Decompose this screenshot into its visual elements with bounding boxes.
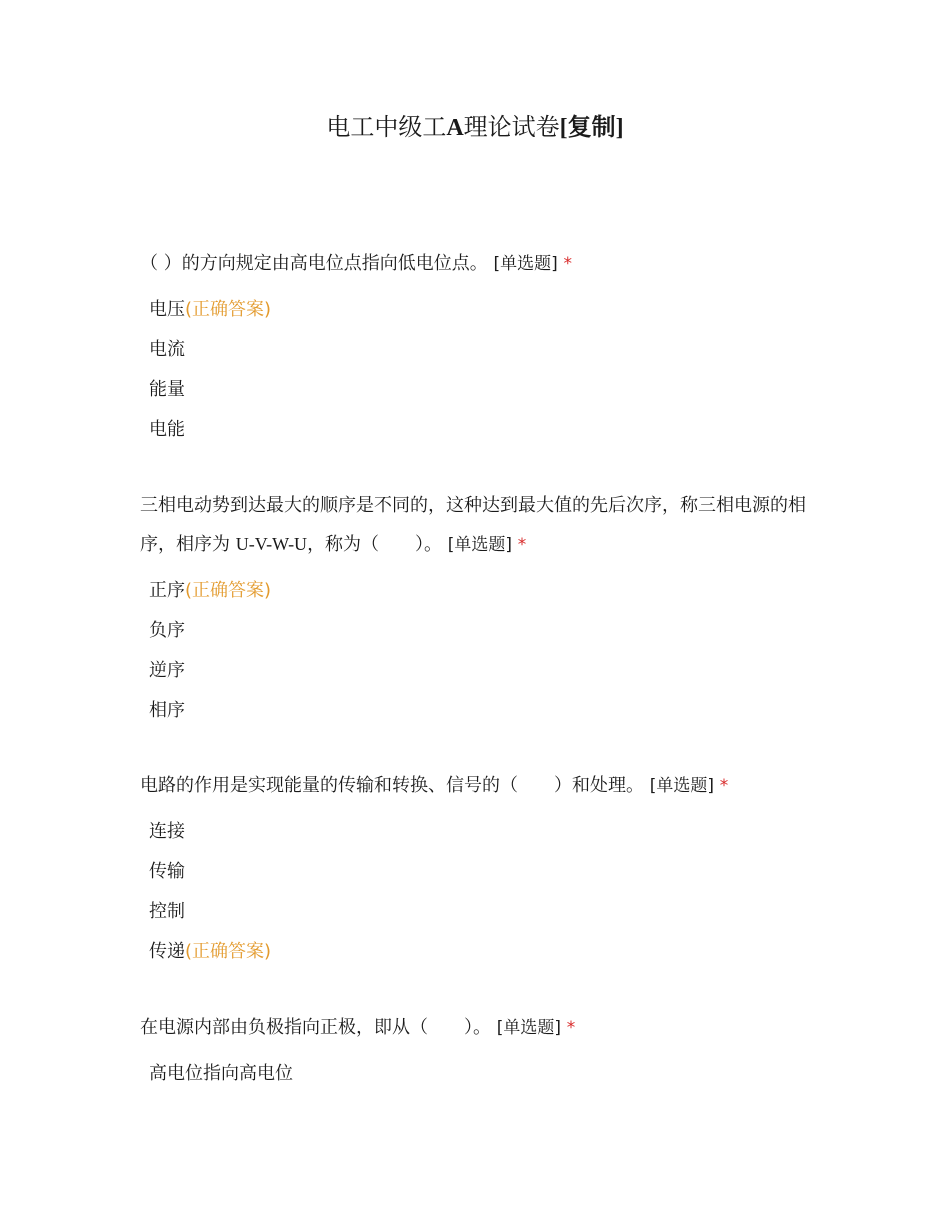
title-suffix: 理论试卷 bbox=[463, 113, 560, 141]
option-label: 电能 bbox=[149, 419, 185, 440]
question-2 bbox=[140, 486, 830, 731]
option[interactable] bbox=[149, 370, 830, 410]
question-1 bbox=[140, 244, 830, 450]
option-label: 高电位指向高电位 bbox=[149, 1063, 293, 1084]
option[interactable] bbox=[149, 651, 830, 691]
question-type: [单选题] bbox=[447, 535, 513, 555]
title-bold-letter: A bbox=[446, 115, 464, 141]
required-asterisk: * bbox=[563, 254, 572, 274]
option-list bbox=[140, 812, 830, 972]
option[interactable] bbox=[149, 1054, 830, 1094]
page-title bbox=[0, 110, 950, 145]
option-label: 正序 bbox=[149, 580, 185, 601]
option-label: 能量 bbox=[149, 379, 185, 400]
correct-answer-tag: (正确答案) bbox=[185, 580, 272, 601]
correct-answer-tag: (正确答案) bbox=[185, 941, 272, 962]
option[interactable] bbox=[149, 571, 830, 611]
option[interactable] bbox=[149, 691, 830, 731]
question-3 bbox=[140, 766, 830, 972]
question-text bbox=[140, 486, 830, 565]
option-label: 负序 bbox=[149, 620, 185, 641]
option-label: 电流 bbox=[149, 339, 185, 360]
question-type: [单选题] bbox=[649, 776, 714, 796]
option[interactable] bbox=[149, 410, 830, 450]
correct-answer-tag: (正确答案) bbox=[185, 299, 272, 320]
option-label: 控制 bbox=[149, 901, 185, 922]
question-stem: （ ）的方向规定由高电位点指向低电位点。 bbox=[140, 253, 488, 274]
required-asterisk: * bbox=[719, 776, 729, 796]
required-asterisk: * bbox=[566, 1018, 576, 1038]
question-stem: 电路的作用是实现能量的传输和转换、信号的（ ）和处理。 bbox=[140, 775, 644, 796]
option[interactable] bbox=[149, 812, 830, 852]
question-stem-sequence: U-V-W-U bbox=[235, 534, 308, 554]
question-stem: 在电源内部由负极指向正极，即从（ ）。 bbox=[140, 1017, 491, 1038]
option-list bbox=[140, 290, 830, 450]
option-label: 传输 bbox=[149, 861, 185, 882]
question-4 bbox=[140, 1008, 830, 1094]
question-type: [单选题] bbox=[493, 254, 558, 274]
option-label: 逆序 bbox=[149, 660, 185, 681]
question-stem-part1: 三相电动势到达最大的顺序是不同的，这种达到最大值的先后次序，称三相电源的相序，相序为 bbox=[140, 495, 806, 555]
option[interactable] bbox=[149, 932, 830, 972]
title-bracket: [复制] bbox=[559, 115, 624, 141]
option[interactable] bbox=[149, 892, 830, 932]
option-label: 传递 bbox=[149, 941, 185, 962]
option-label: 电压 bbox=[149, 299, 185, 320]
question-type: [单选题] bbox=[496, 1018, 561, 1038]
question-text bbox=[140, 766, 830, 806]
question-text bbox=[140, 1008, 830, 1048]
option[interactable] bbox=[149, 290, 830, 330]
question-stem-part2: ，称为（ ）。 bbox=[307, 534, 443, 555]
question-text bbox=[140, 244, 830, 284]
required-asterisk: * bbox=[517, 535, 527, 555]
option-label: 连接 bbox=[149, 821, 185, 842]
option-list bbox=[140, 571, 830, 731]
option-label: 相序 bbox=[149, 700, 185, 721]
option[interactable] bbox=[149, 852, 830, 892]
option[interactable] bbox=[149, 330, 830, 370]
option-list bbox=[140, 1054, 830, 1094]
title-prefix: 电工中级工 bbox=[326, 113, 447, 141]
option[interactable] bbox=[149, 611, 830, 651]
